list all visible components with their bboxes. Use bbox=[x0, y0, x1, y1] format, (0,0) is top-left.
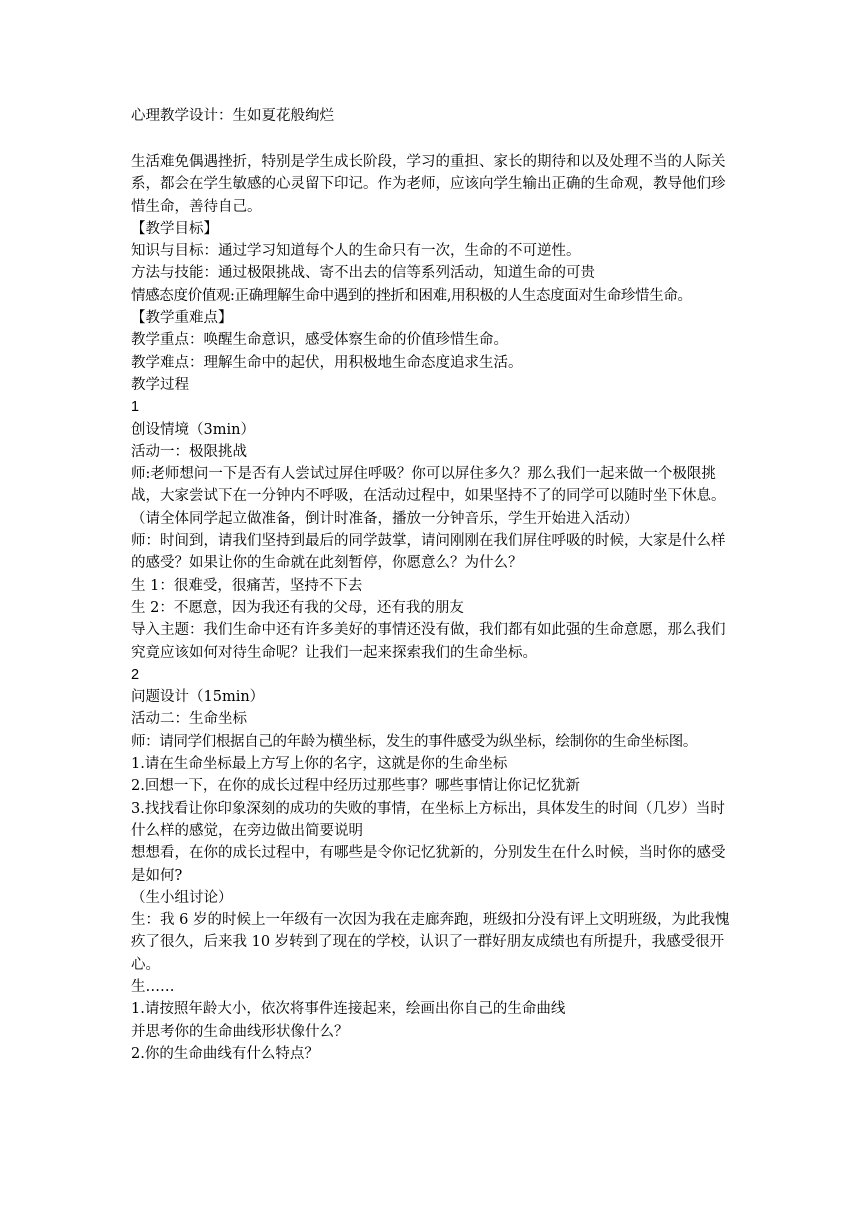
step-number-2: 2 bbox=[131, 666, 140, 683]
instruction-3: 3.找找看让你印象深刻的成功的失败的事情，在坐标上方标出，具体发生的时间（几岁）当时什么样的感觉，在旁边做出简要说明 bbox=[131, 800, 725, 839]
reflection-question: 想想看，在你的成长过程中，有哪些是令你记忆犹新的，分别发生在什么时候，当时你的感受是如何? bbox=[131, 845, 726, 884]
curve-instruction-1b: 并思考你的生命曲线形状像什么？ bbox=[131, 1023, 349, 1040]
key-point: 教学重点：唤醒生命意识，感受体察生命的价值珍惜生命。 bbox=[131, 332, 508, 349]
stage-direction-2: （生小组讨论） bbox=[131, 889, 233, 906]
step-number-1: 1 bbox=[131, 399, 140, 416]
section-heading-key-points: 【教学重难点】 bbox=[131, 310, 233, 327]
section-heading-process: 教学过程 bbox=[131, 376, 189, 393]
instruction-2: 2.回想一下，在你的成长过程中经历过那些事？哪些事情让你记忆犹新 bbox=[131, 778, 580, 795]
curve-instruction-2: 2.你的生命曲线有什么特点？ bbox=[131, 1045, 319, 1062]
document-title: 心理教学设计：生如夏花般绚烂 bbox=[131, 108, 334, 124]
instruction-1: 1.请在生命坐标最上方写上你的名字，这就是你的生命坐标 bbox=[131, 756, 508, 773]
teacher-line-3: 师：请同学们根据自己的年龄为横坐标，发生的事件感受为纵坐标，绘制你的生命坐标图。 bbox=[131, 733, 697, 750]
student-line-1: 生 1：很难受，很痛苦，坚持不下去 bbox=[131, 577, 363, 594]
student-line-2: 生 2：不愿意，因为我还有我的父母，还有我的朋友 bbox=[131, 599, 464, 616]
student-answer: 生：我 6 岁的时候上一年级有一次因为我在走廊奔跑，班级扣分没有评上文明班级，为此我愧疚了很久，后来我 10 岁转到了现在的学校，认识了一群好朋友成绩也有所提升，我感受很开心。 bbox=[131, 912, 730, 973]
student-ellipsis: 生…… bbox=[131, 978, 175, 995]
topic-introduction: 导入主题：我们生命中还有许多美好的事情还没有做，我们都有如此强的生命意愿，那么我们究竟应该如何对待生命呢？让我们一起来探索我们的生命坐标。 bbox=[131, 622, 726, 661]
section-heading-objectives: 【教学目标】 bbox=[131, 220, 218, 237]
difficult-point: 教学难点：理解生命中的起伏，用积极地生命态度追求生活。 bbox=[131, 354, 523, 371]
curve-instruction-1: 1.请按照年龄大小，依次将事件连接起来，绘画出你自己的生命曲线 bbox=[131, 1001, 566, 1018]
activity-2-title: 活动二：生命坐标 bbox=[131, 711, 247, 728]
activity-1-title: 活动一：极限挑战 bbox=[131, 443, 247, 460]
objective-emotion: 情感态度价值观:正确理解生命中遇到的挫折和困难,用积极的人生态度面对生命珍惜生命。 bbox=[131, 287, 692, 304]
teacher-line-2: 师：时间到，请我们坚持到最后的同学鼓掌，请问刚刚在我们屏住呼吸的时候，大家是什么样的感受？如果让你的生命就在此刻暂停，你愿意么？为什么？ bbox=[131, 533, 726, 572]
document-body bbox=[131, 151, 731, 1065]
objective-knowledge: 知识与目标：通过学习知道每个人的生命只有一次，生命的不可逆性。 bbox=[131, 243, 581, 260]
step-1-title: 创设情境（3min） bbox=[131, 421, 255, 438]
step-2-title: 问题设计（15min） bbox=[131, 689, 265, 706]
stage-direction-1: （请全体同学起立做准备，倒计时准备，播放一分钟音乐，学生开始进入活动） bbox=[131, 510, 639, 527]
teacher-line-1: 师:老师想问一下是否有人尝试过屏住呼吸？你可以屏住多久？那么我们一起来做一个极限挑战，大家尝试下在一分钟内不呼吸，在活动过程中，如果坚持不了的同学可以随时坐下休息。 bbox=[131, 466, 726, 505]
intro-paragraph: 生活难免偶遇挫折，特别是学生成长阶段，学习的重担、家长的期待和以及处理不当的人际关系，都会在学生敏感的心灵留下印记。作为老师，应该向学生输出正确的生命观，教导他们珍惜生命，善待自己。 bbox=[131, 154, 726, 215]
objective-method: 方法与技能：通过极限挑战、寄不出去的信等系列活动，知道生命的可贵 bbox=[131, 265, 595, 282]
